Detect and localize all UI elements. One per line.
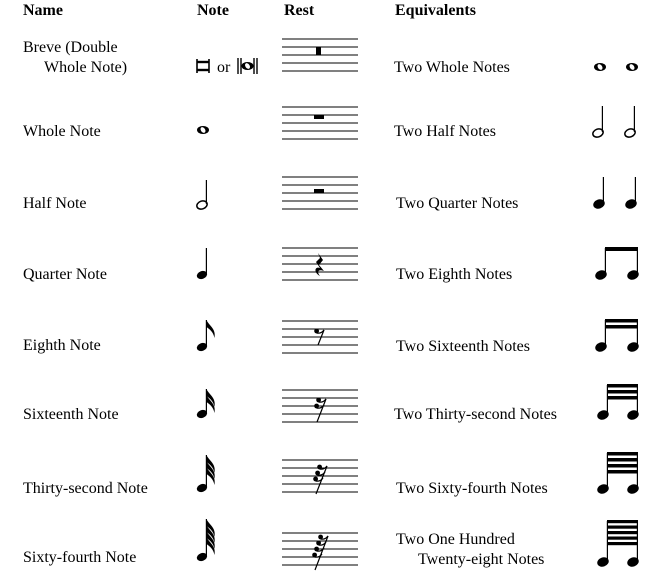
eighth-note-icon bbox=[196, 320, 215, 352]
header-rest: Rest bbox=[284, 2, 315, 19]
row-equivalent-eighth: Two Sixteenth Notes bbox=[396, 338, 530, 355]
two-thirty-second-notes-icon bbox=[597, 384, 640, 420]
row-equivalent-breve: Two Whole Notes bbox=[394, 59, 510, 76]
row-name-breve-line1: Breve (Double bbox=[23, 39, 118, 56]
row-equivalent-sixteenth: Two Thirty-second Notes bbox=[394, 406, 557, 423]
sixteenth-note-icon bbox=[196, 389, 215, 419]
thirty-second-note-icon bbox=[196, 455, 215, 493]
row-equivalent-sixty-fourth-line2: Twenty-eight Notes bbox=[418, 551, 545, 568]
row-name-quarter: Quarter Note bbox=[23, 266, 107, 283]
header-note: Note bbox=[197, 2, 229, 19]
row-name-sixteenth: Sixteenth Note bbox=[23, 406, 119, 423]
two-one-hundred-twenty-eighth-notes-icon bbox=[597, 520, 640, 567]
row-equivalent-quarter: Two Eighth Notes bbox=[396, 266, 513, 283]
two-sixty-fourth-notes-icon bbox=[597, 452, 640, 494]
breve-note-icon bbox=[197, 59, 209, 73]
row-equivalent-thirty-second: Two Sixty-fourth Notes bbox=[396, 480, 548, 497]
row-equivalent-sixty-fourth-line1: Two One Hundred bbox=[396, 531, 515, 548]
row-name-sixty-fourth: Sixty-fourth Note bbox=[23, 549, 137, 566]
two-eighth-notes-icon bbox=[595, 247, 640, 280]
sixteenth-rest-icon bbox=[314, 398, 326, 422]
thirty-second-rest-icon bbox=[313, 465, 327, 494]
row-equivalent-whole: Two Half Notes bbox=[394, 123, 496, 140]
breve-rest-icon bbox=[316, 47, 321, 55]
row-equivalent-half: Two Quarter Notes bbox=[396, 195, 519, 212]
two-half-notes-icon bbox=[592, 106, 637, 138]
whole-note-icon bbox=[197, 126, 209, 134]
half-note-icon bbox=[196, 180, 209, 210]
half-rest-icon bbox=[314, 189, 324, 193]
row-name-eighth: Eighth Note bbox=[23, 337, 101, 354]
two-quarter-notes-icon bbox=[593, 177, 638, 209]
row-name-half: Half Note bbox=[23, 195, 87, 212]
sixty-fourth-note-icon bbox=[196, 519, 215, 562]
quarter-rest-icon bbox=[315, 253, 324, 276]
row-name-whole: Whole Note bbox=[23, 123, 101, 140]
two-sixteenth-notes-icon bbox=[595, 319, 640, 352]
two-whole-notes-icon bbox=[594, 63, 638, 71]
row-name-breve-line2: Whole Note) bbox=[44, 59, 128, 76]
quarter-note-icon bbox=[196, 248, 209, 280]
header-equivalents: Equivalents bbox=[395, 2, 476, 19]
breve-or-text: or bbox=[217, 59, 231, 76]
row-name-thirty-second: Thirty-second Note bbox=[23, 480, 148, 497]
whole-rest-icon bbox=[314, 115, 324, 119]
header-name: Name bbox=[23, 2, 63, 19]
breve-round-note-icon bbox=[238, 58, 257, 74]
